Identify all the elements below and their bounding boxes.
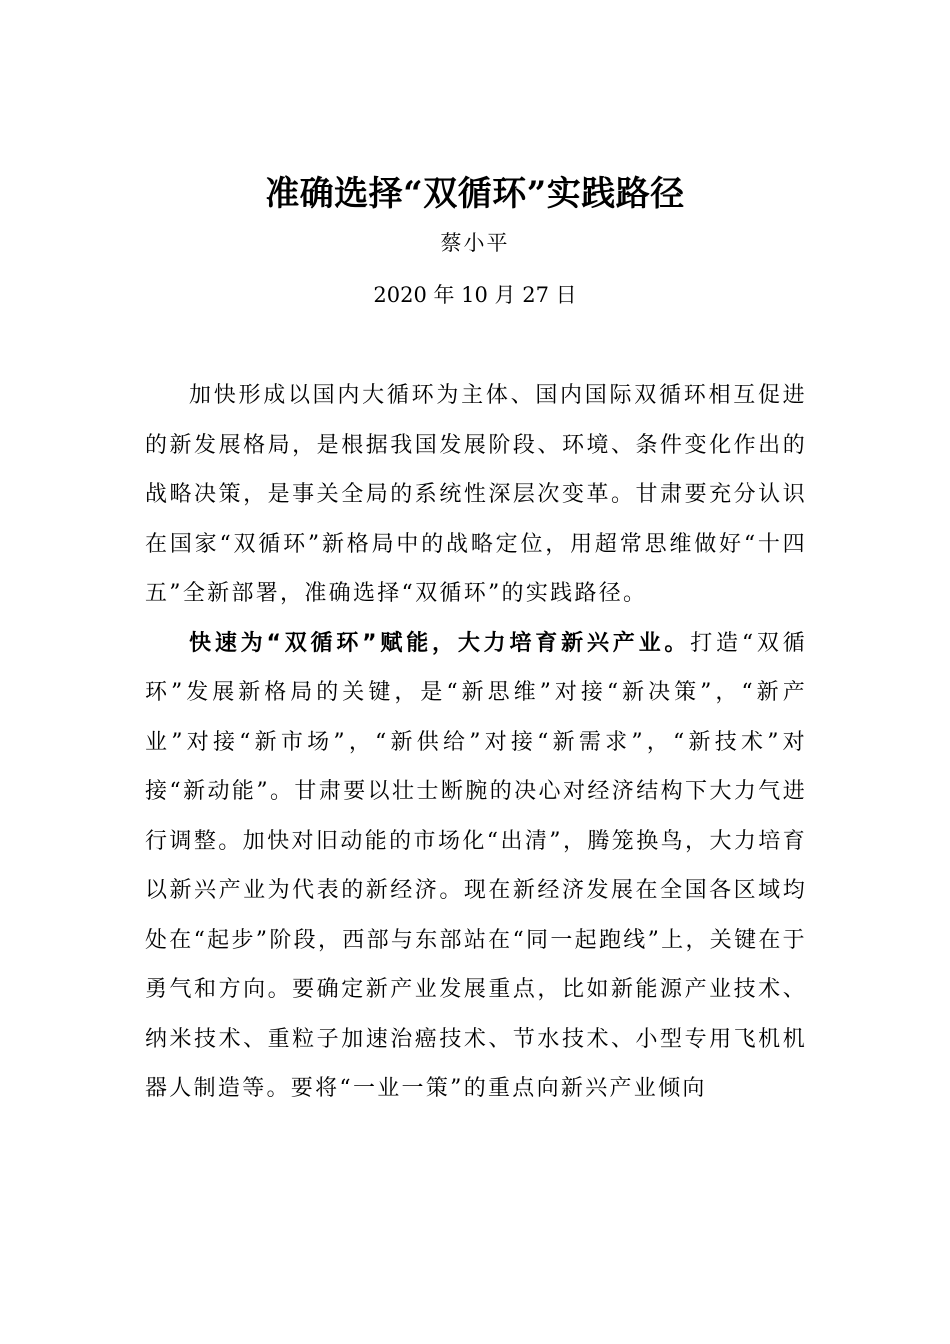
document-date: 2020 年 10 月 27 日 — [373, 283, 577, 307]
paragraph-new-industries — [145, 619, 807, 1114]
document-title: 准确选择“双循环”实践路径 — [265, 174, 685, 214]
paragraph-lead: 快速为“双循环”赋能，大力培育新兴产业。 — [189, 630, 691, 656]
document-author: 蔡小平 — [440, 231, 510, 255]
paragraph-intro — [145, 371, 807, 619]
paragraph-text: 打造“双循环”发展新格局的关键，是“新思维”对接“新决策”，“新产业”对接“新市场”，“新供给”对接“新需求”，“新技术”对接“新动能”。甘肃要以壮士断腕的决心对经济结构下大力气进行调整。加快对旧动能的市场化“出清”，腾笼换鸟，大力培育以新兴产业为代表的新经济。现在新经济发展在全国各区域均处在“起步”阶段，西部与东部站在“同一起跑线”上，关键在于勇气和方向。要确定新产业发展重点，比如新能源产业技术、纳米技术、重粒子加速治癌技术、节水技术、小型专用飞机机器人制造等。要将“一业一策”的重点向新兴产业倾向 — [145, 630, 808, 1101]
paragraph-text: 加快形成以国内大循环为主体、国内国际双循环相互促进的新发展格局，是根据我国发展阶段、环境、条件变化作出的战略决策，是事关全局的系统性深层次变革。甘肃要充分认识在国家“双循环”新格局中的战略定位，用超常思维做好“十四五”全新部署，准确选择“双循环”的实践路径。 — [145, 383, 807, 606]
document-body — [145, 371, 807, 1114]
